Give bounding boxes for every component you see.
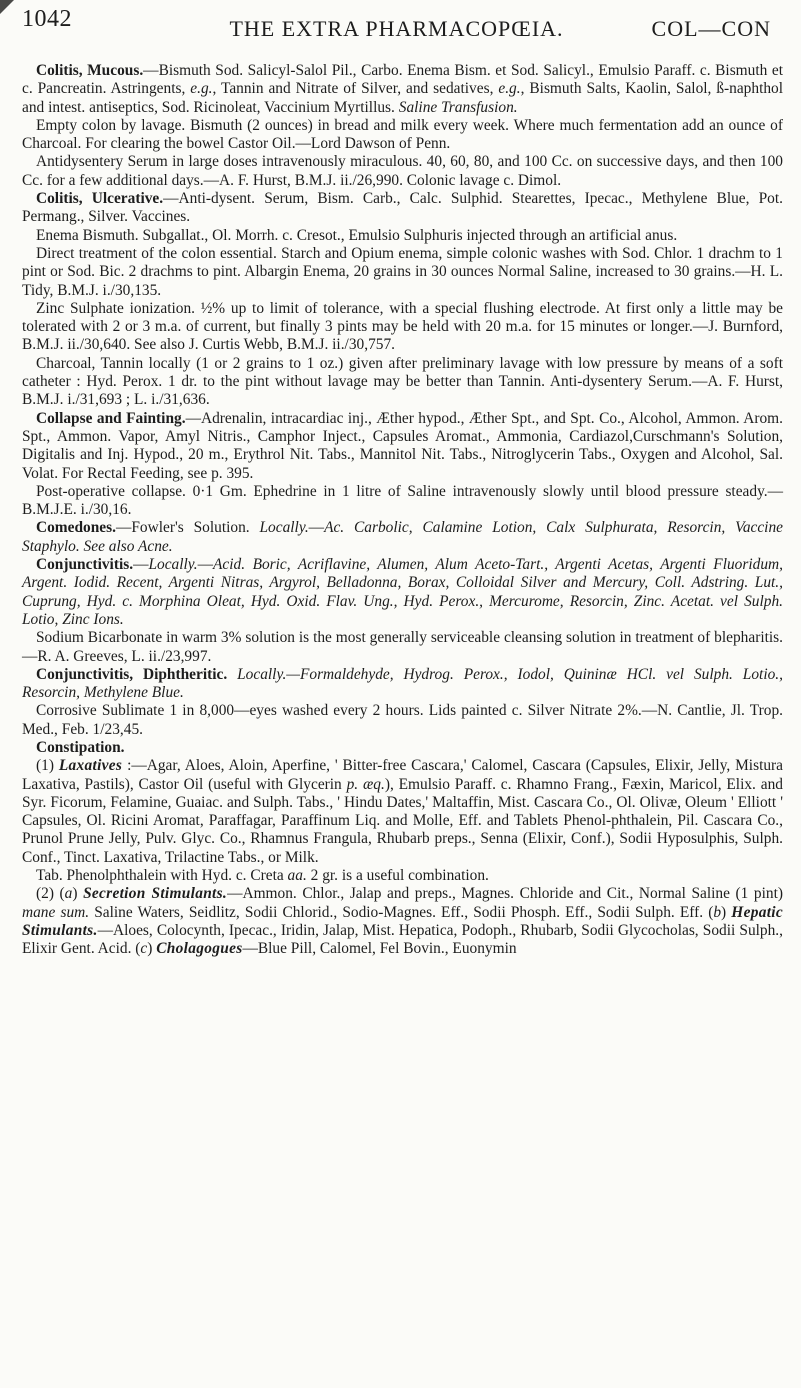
italic-text: a bbox=[64, 885, 73, 903]
page-corner-fold bbox=[0, 0, 14, 14]
text-run: ) bbox=[721, 903, 732, 921]
text-run: —Ammon. Chlor., Jalap and preps., Magnes. Chloride and Cit., Normal Saline (1 pint) bbox=[227, 885, 783, 903]
text-run: — bbox=[133, 556, 149, 574]
paragraph bbox=[22, 519, 783, 556]
italic-text: aa. bbox=[287, 867, 307, 885]
text-run: Zinc Sulphate ionization. ½% up to limit of tolerance, with a special flushing electrode. At first only a little may be tolerated with 2 or 3 m.a. of current, but finally 3 pints may be held with 20 m.a. for 15 minutes or longer.—J. Burnford, B.M.J. ii./30,640. See also J. Curtis Webb, B.M.J. ii./30,757. bbox=[22, 299, 783, 354]
italic-text: Ac. Carbolic, Calamine Lotion, Calx Sulphurata, Resorcin, Vaccine Staphylo. See also Acne. bbox=[22, 519, 783, 555]
paragraph bbox=[22, 666, 783, 703]
paragraph bbox=[22, 117, 783, 154]
italic-text: e.g. bbox=[498, 80, 521, 98]
text-run: ) bbox=[147, 940, 157, 958]
paragraph bbox=[22, 885, 783, 958]
entry-headword: Collapse and Fainting. bbox=[36, 409, 186, 427]
text-run: , Bismuth Salts, Kaolin, Salol, ß-naphthol and intest. antiseptics, Sod. Ricinoleat, Vaccinium Myrtillus. bbox=[22, 80, 784, 116]
subheading: Cholagogues bbox=[156, 940, 243, 958]
paragraph bbox=[22, 702, 783, 739]
italic-text: Locally. bbox=[148, 556, 198, 574]
text-run: ) bbox=[72, 885, 84, 903]
text-run: — bbox=[197, 556, 214, 574]
page-number: 1042 bbox=[22, 6, 72, 32]
italic-text: mane sum. bbox=[22, 903, 90, 921]
text-run: :—Agar, Aloes, Aloin, Aperfine, ' Bitter-free Cascara,' Calomel, Cascara (Capsules, Elixir, Jelly, Mistura Laxativa, Pastils), Castor Oil (useful with Glycerin bbox=[22, 757, 783, 793]
text-run: ), Emulsio Paraff. c. Rhamno Frang., Fæxin, Maricol, Elix. and Syr. Ficorum, Felamine, Guaiac. and Sulph. Tabs., ' Hindu Dates,' Maltaffin, Mist. Cascara Co., Ol. Olivæ, Oleum ' Elliott ' Capsules, Ol. Ricini Aromat, Paraffagar, Paraffinum Liq. and Molle, Eff. and Tablets Phenol-phthalein, Pil. Cascara Co., Prunol Prune Jelly, Pulv. Glyc. Co., Rhamnus Frangula, Rhubarb preps., Senna (Elixir, Conf.), Sodii Hyposulphis, Sulph. Conf., Tinct. Laxativa, Trilactine Tabs., or Milk. bbox=[22, 775, 783, 866]
text-run: Empty colon by lavage. Bismuth (2 ounces) in bread and milk every week. Where much fermentation add an ounce of Charcoal. For clearing the bowel Castor Oil.—Lord Dawson of Penn. bbox=[22, 116, 783, 153]
subheading: Hepatic Stimulants. bbox=[22, 903, 783, 939]
subheading: Secretion Stimulants. bbox=[83, 885, 228, 903]
italic-text: e.g. bbox=[190, 80, 213, 98]
paragraph bbox=[22, 739, 783, 757]
text-run: Antidysentery Serum in large doses intravenously miraculous. 40, 60, 80, and 100 Cc. on successive days, and then 100 Cc. for a few additional days.—A. F. Hurst, B.M.J. ii./26,990. Colonic lavage c. Dimol. bbox=[22, 153, 783, 189]
paragraph bbox=[22, 190, 783, 227]
entry-headword: Colitis, Ulcerative. bbox=[36, 190, 164, 208]
text-run: Enema Bismuth. Subgallat., Ol. Morrh. c. Cresot., Emulsio Sulphuris injected through an artificial anus. bbox=[36, 226, 678, 244]
paragraph bbox=[22, 867, 783, 885]
text-run: , Tannin and Nitrate of Silver, and sedatives, bbox=[212, 80, 499, 98]
paragraph bbox=[22, 410, 783, 483]
italic-text: Locally.—Formaldehyde, Hydrog. Perox., Iodol, Quininæ HCl. vel Sulph. Lotio., Resorcin, Methylene Blue. bbox=[22, 665, 783, 702]
text-run: (1) bbox=[36, 757, 59, 775]
italic-text: Saline Transfusion. bbox=[398, 98, 518, 116]
paragraph bbox=[22, 629, 783, 666]
text-run bbox=[227, 666, 237, 683]
text-run: —Adrenalin, intracardiac inj., Æther hypod., Æther Spt., and Spt. Co., Alcohol, Ammon. Arom. Spt., Ammon. Vapor, Amyl Nitris., Camphor Inject., Capsules Aromat., Ammonia, Cardiazol,Curschmann's Solution, Digitalis and Inj. Hypod., 20 m., Erythrol Nit. Tabs., Mannitol Nit. Tabs., Nitroglycerin Tabs., Oxygen and Alcohol, Sal. Volat. For Rectal Feeding, see p. 395. bbox=[22, 409, 783, 482]
entry-headword: Comedones. bbox=[36, 519, 116, 537]
text-run: (2) ( bbox=[36, 885, 65, 903]
text-run: 2 gr. is a useful combination. bbox=[306, 867, 489, 885]
entry-headword: Conjunctivitis, Diphtheritic. bbox=[36, 665, 228, 683]
paragraph bbox=[22, 757, 783, 867]
text-run: —Aloes, Colocynth, Ipecac., Iridin, Jalap, Mist. Hepatica, Podoph., Rhubarb, Sodii Glycocholas, Sodii Sulph., Elixir Gent. Acid. ( bbox=[22, 921, 783, 958]
paragraph bbox=[22, 153, 783, 190]
page-header bbox=[22, 6, 771, 50]
entry-headword: Colitis, Mucous. bbox=[36, 62, 144, 79]
italic-text: c bbox=[140, 940, 148, 958]
paragraph bbox=[22, 556, 783, 629]
text-run: Saline Waters, Seidlitz, Sodii Chlorid., Sodio-Magnes. Eff., Sodii Phosph. Eff., Sodii Sulph. Eff. ( bbox=[89, 903, 714, 921]
paragraph bbox=[22, 355, 783, 410]
paragraph bbox=[22, 483, 783, 520]
paragraph bbox=[22, 62, 783, 117]
entry-headword: Constipation. bbox=[36, 738, 125, 756]
text-run: Direct treatment of the colon essential. Starch and Opium enema, simple colonic washes with Sod. Chlor. 1 drachm to 1 pint or Sod. Bic. 2 drachms to pint. Albargin Enema, 20 grains in 30 ounces Normal Saline, increased to 30 grains.—H. L. Tidy, B.M.J. i./30,135. bbox=[22, 244, 783, 299]
running-title: THE EXTRA PHARMACOPŒIA. bbox=[229, 16, 564, 41]
paragraph bbox=[22, 300, 783, 355]
text-run: Corrosive Sublimate 1 in 8,000—eyes washed every 2 hours. Lids painted c. Silver Nitrate 2%.—N. Cantlie, Jl. Trop. Med., Feb. 1/23,45. bbox=[22, 702, 783, 738]
text-run: —Blue Pill, Calomel, Fel Bovin., Euonymin bbox=[242, 940, 517, 958]
text-run: Post-operative collapse. 0·1 Gm. Ephedrine in 1 litre of Saline intravenously slowly until blood pressure steady.—B.M.J.E. i./30,16. bbox=[22, 482, 783, 519]
paragraph bbox=[22, 227, 783, 245]
section-range: COL—CON bbox=[651, 16, 771, 41]
body-text bbox=[22, 62, 783, 959]
text-run: Charcoal, Tannin locally (1 or 2 grains to 1 oz.) given after preliminary lavage with low pressure by means of a soft catheter : Hyd. Perox. 1 dr. to the pint without lavage may be better than Tannin. Anti-dysentery Serum.—A. F. Hurst, B.M.J. i./31,693 ; L. i./31,636. bbox=[22, 354, 783, 409]
italic-text: Acid. Boric, Acriflavine, Alumen, Alum Aceto-Tart., Argenti Acetas, Argenti Fluoridum, Argent. Iodid. Recent, Argenti Nitras, Argyrol, Belladonna, Borax, Colloidal Silver and Mercury, Coll. Adstring. Lut., Cuprung, Hyd. c. Morphina Oleat, Hyd. Oxid. Flav. Ung., Hyd. Perox., Mercurome, Resorcin, Zinc. Acetat. vel Sulph. Lotio, Zinc Ions. bbox=[22, 556, 783, 628]
entry-headword: Conjunctivitis. bbox=[36, 556, 134, 574]
text-run: —Fowler's Solution. bbox=[115, 519, 260, 537]
italic-text: b bbox=[713, 903, 722, 921]
text-run: —Bismuth Sod. Salicyl-Salol Pil., Carbo. Enema Bism. et Sod. Salicyl., Emulsio Paraff. c. Bismuth et c. Pancreatin. Astringents, bbox=[22, 62, 783, 98]
text-run: —Anti-dysent. Serum, Bism. Carb., Calc. Sulphid. Stearettes, Ipecac., Methylene Blue, Pot. Permang., Silver. Vaccines. bbox=[22, 190, 784, 226]
italic-text: Locally. bbox=[259, 519, 309, 537]
text-run: Sodium Bicarbonate in warm 3% solution is the most generally serviceable cleansing solution in treatment of blepharitis.—R. A. Greeves, L. ii./23,997. bbox=[22, 629, 783, 665]
subheading: Laxatives bbox=[58, 757, 123, 775]
italic-text: p. æq. bbox=[346, 775, 385, 793]
paragraph bbox=[22, 245, 783, 300]
text-run: Tab. Phenolphthalein with Hyd. c. Creta bbox=[36, 867, 288, 885]
text-run: — bbox=[308, 519, 325, 537]
